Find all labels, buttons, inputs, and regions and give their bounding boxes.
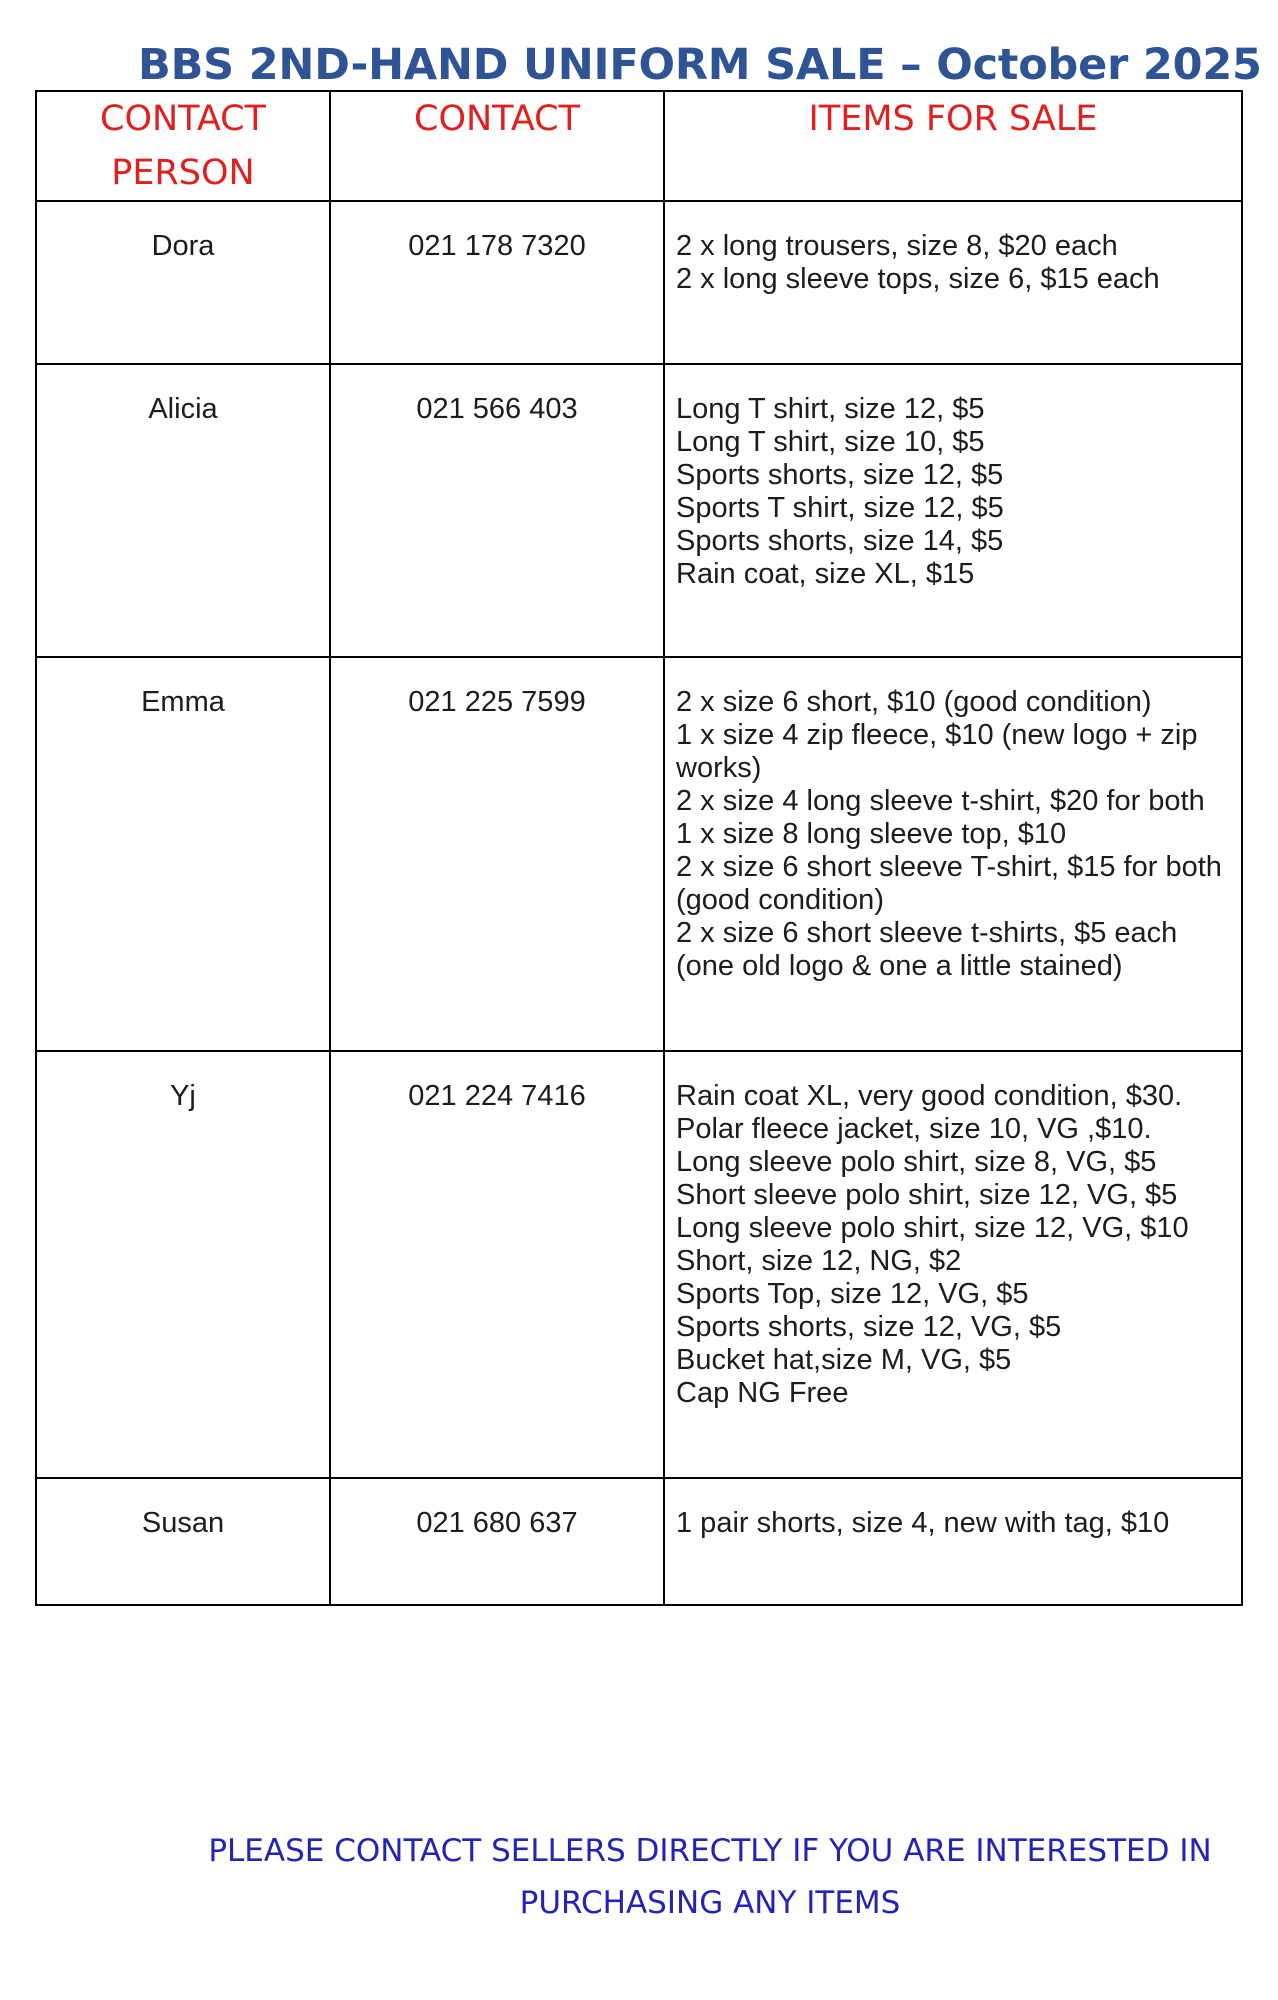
seller-phone: 021 224 7416 xyxy=(330,1051,664,1478)
footer-note xyxy=(170,1825,1250,1929)
list-item: Polar fleece jacket, size 10, VG ,$10. xyxy=(676,1113,1152,1145)
list-item: 2 x size 4 long sleeve t-shirt, $20 for both xyxy=(676,785,1205,817)
list-item: 2 x size 6 short sleeve T-shirt, $15 for both (good condition) xyxy=(676,851,1222,916)
items-list xyxy=(664,1478,1242,1605)
list-item: Rain coat XL, very good condition, $30. xyxy=(676,1080,1183,1112)
list-item: Sports shorts, size 14, $5 xyxy=(676,525,1004,557)
sale-table xyxy=(35,90,1243,1606)
list-item: 1 x size 8 long sleeve top, $10 xyxy=(676,818,1067,850)
table-row xyxy=(36,1051,1242,1478)
list-item: Long T shirt, size 10, $5 xyxy=(676,426,985,458)
seller-name: Alicia xyxy=(36,364,330,657)
header-contact: CONTACT xyxy=(330,91,664,201)
header-items-for-sale: ITEMS FOR SALE xyxy=(664,91,1242,201)
items-list xyxy=(664,657,1242,1051)
table-row xyxy=(36,364,1242,657)
table-row xyxy=(36,657,1242,1051)
items-list xyxy=(664,201,1242,364)
seller-name: Yj xyxy=(36,1051,330,1478)
list-item: 2 x long trousers, size 8, $20 each xyxy=(676,230,1118,262)
seller-name: Dora xyxy=(36,201,330,364)
seller-name: Emma xyxy=(36,657,330,1051)
list-item: Rain coat, size XL, $15 xyxy=(676,558,975,590)
table-row xyxy=(36,1478,1242,1605)
list-item: Short, size 12, NG, $2 xyxy=(676,1245,962,1277)
seller-phone: 021 566 403 xyxy=(330,364,664,657)
list-item: 2 x size 6 short, $10 (good condition) xyxy=(676,686,1152,718)
list-item: Bucket hat,size M, VG, $5 xyxy=(676,1344,1012,1376)
list-item: Sports T shirt, size 12, $5 xyxy=(676,492,1004,524)
list-item: Short sleeve polo shirt, size 12, VG, $5 xyxy=(676,1179,1178,1211)
items-list xyxy=(664,364,1242,657)
seller-name: Susan xyxy=(36,1478,330,1605)
items-list xyxy=(664,1051,1242,1478)
header-contact-person: CONTACT PERSON xyxy=(36,91,330,201)
seller-phone: 021 225 7599 xyxy=(330,657,664,1051)
list-item: 2 x size 6 short sleeve t-shirts, $5 each (one old logo & one a little stained) xyxy=(676,917,1178,982)
seller-phone: 021 680 637 xyxy=(330,1478,664,1605)
list-item: 1 pair shorts, size 4, new with tag, $10 xyxy=(676,1507,1170,1539)
list-item: Sports shorts, size 12, $5 xyxy=(676,459,1004,491)
list-item: Sports shorts, size 12, VG, $5 xyxy=(676,1311,1062,1343)
list-item: 1 x size 4 zip fleece, $10 (new logo + zip works) xyxy=(676,719,1198,784)
list-item: Sports Top, size 12, VG, $5 xyxy=(676,1278,1029,1310)
list-item: 2 x long sleeve tops, size 6, $15 each xyxy=(676,263,1160,295)
page-title: BBS 2ND-HAND UNIFORM SALE – October 2025 xyxy=(138,40,1262,90)
list-item: Long sleeve polo shirt, size 8, VG, $5 xyxy=(676,1146,1157,1178)
list-item: Long sleeve polo shirt, size 12, VG, $10 xyxy=(676,1212,1189,1244)
footer-line: PURCHASING ANY ITEMS xyxy=(519,1885,901,1921)
list-item: Long T shirt, size 12, $5 xyxy=(676,393,985,425)
list-item: Cap NG Free xyxy=(676,1377,849,1409)
seller-phone: 021 178 7320 xyxy=(330,201,664,364)
table-row xyxy=(36,201,1242,364)
footer-line: PLEASE CONTACT SELLERS DIRECTLY IF YOU ARE INTERESTED IN xyxy=(208,1833,1212,1869)
table-header-row xyxy=(36,91,1242,201)
